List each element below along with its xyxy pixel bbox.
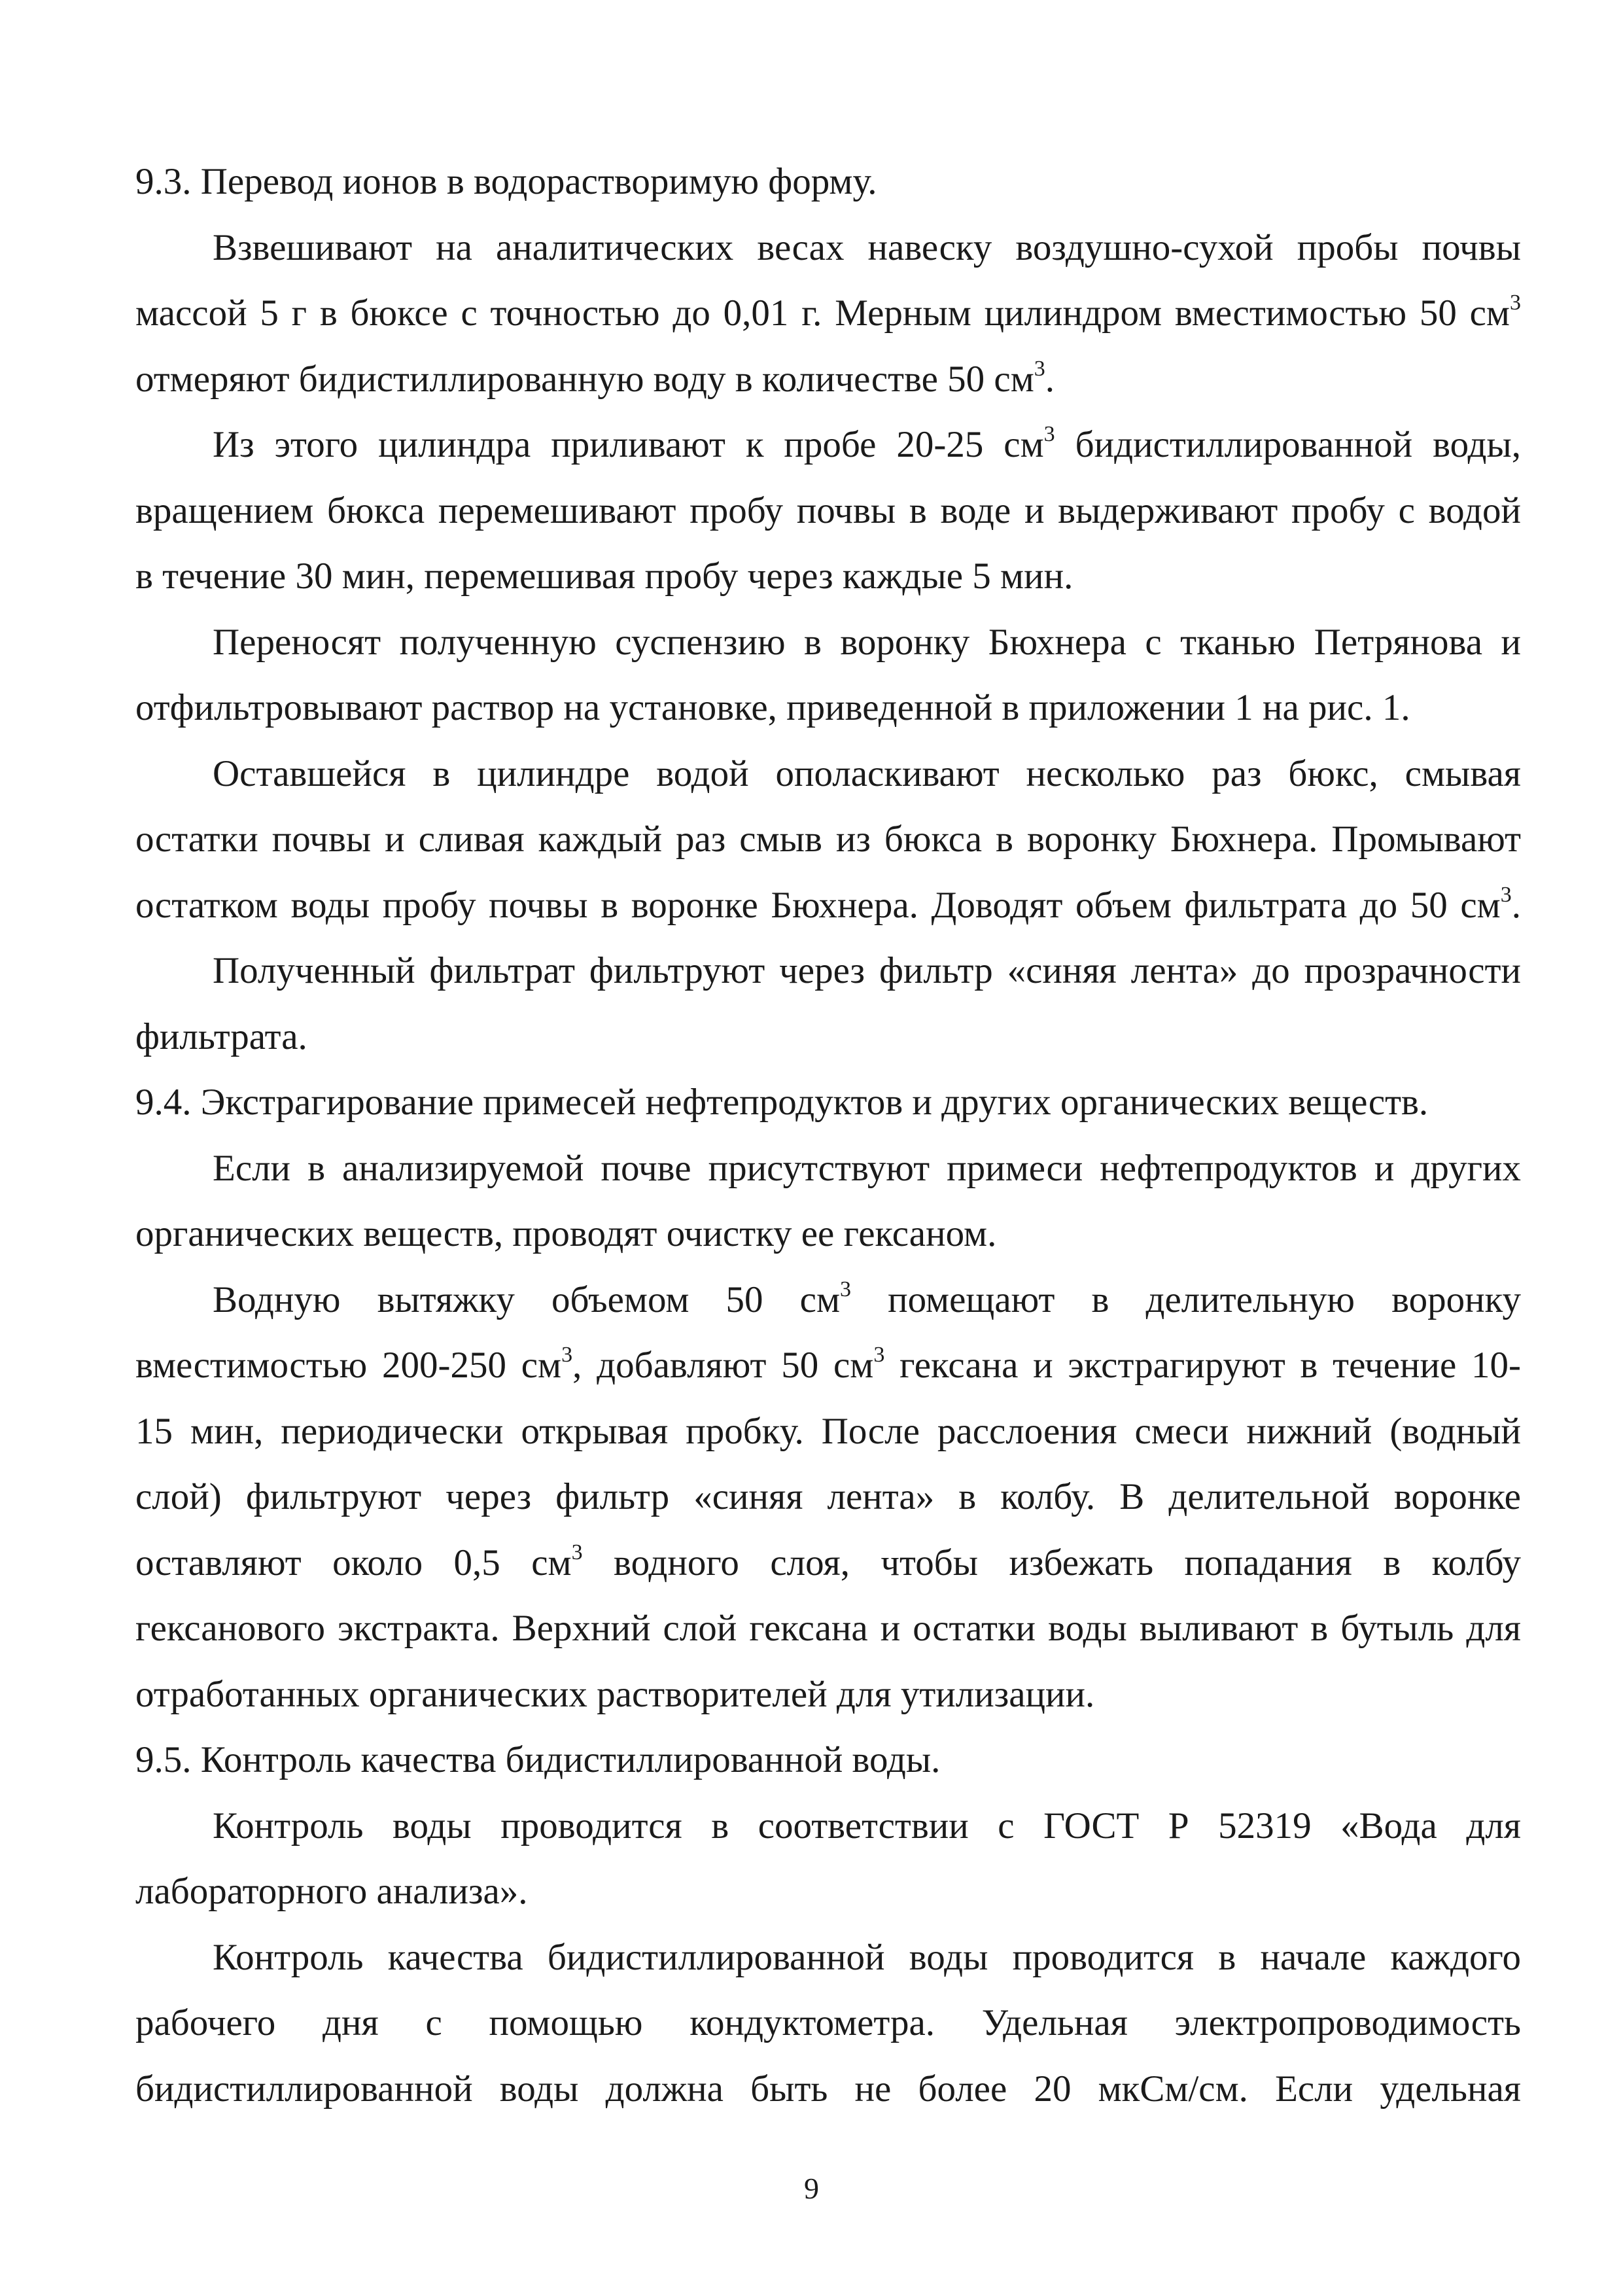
line-text: гексана и экстрагируют в течение 10- bbox=[884, 1345, 1521, 1386]
line-text: . bbox=[1045, 358, 1055, 400]
line-text: отфильтровывают раствор на установке, приведенной в приложении 1 на рис. 1. bbox=[135, 687, 1410, 728]
line-text: бидистиллированной воды, bbox=[1055, 424, 1521, 465]
text-line bbox=[135, 1530, 1521, 1597]
line-text: органических веществ, проводят очистку ее гексаном. bbox=[135, 1213, 997, 1254]
line-text: Если в анализируемой почве присутствуют примеси нефтепродуктов и других bbox=[213, 1147, 1521, 1189]
text-line bbox=[135, 347, 1521, 413]
line-text: 15 мин, периодически открывая пробку. После расслоения смеси нижний (водный bbox=[135, 1410, 1521, 1452]
line-text: Водную вытяжку объемом 50 см bbox=[213, 1279, 841, 1320]
superscript: 3 bbox=[1043, 422, 1055, 446]
superscript: 3 bbox=[1500, 882, 1512, 907]
section-heading bbox=[135, 1727, 1521, 1793]
text-line bbox=[135, 1662, 1521, 1728]
text-line bbox=[135, 1004, 1521, 1070]
line-text: вращением бюкса перемешивают пробу почвы в воде и выдерживают пробу с водой bbox=[135, 489, 1521, 531]
document-body bbox=[135, 149, 1521, 2122]
line-text: остатки почвы и сливая каждый раз смыв из бюкса в воронку Бюхнера. Промывают bbox=[135, 819, 1521, 860]
page-number: 9 bbox=[804, 2172, 819, 2205]
superscript: 3 bbox=[561, 1343, 573, 1367]
text-line bbox=[135, 741, 1521, 807]
line-text: оставляют около 0,5 см bbox=[135, 1542, 572, 1583]
line-text: бидистиллированной воды должна быть не более 20 мкСм/см. Если удельная bbox=[135, 2068, 1521, 2110]
text-line bbox=[135, 1596, 1521, 1662]
text-line bbox=[135, 1267, 1521, 1333]
line-text: Оставшейся в цилиндре водой ополаскивают несколько раз бюкс, смывая bbox=[213, 752, 1521, 794]
line-text: слой) фильтруют через фильтр «синяя лента» в колбу. В делительной воронке bbox=[135, 1476, 1521, 1517]
line-text: в течение 30 мин, перемешивая пробу через каждые 5 мин. bbox=[135, 556, 1073, 597]
superscript: 3 bbox=[571, 1540, 583, 1564]
superscript: 3 bbox=[1034, 356, 1045, 381]
line-text: , добавляют 50 см bbox=[572, 1345, 874, 1386]
text-line bbox=[135, 1990, 1521, 2057]
line-text: вместимостью 200-250 см bbox=[135, 1345, 562, 1386]
line-text: 9.4. Экстрагирование примесей нефтепродуктов и других органических веществ. bbox=[135, 1082, 1429, 1123]
text-line bbox=[135, 1793, 1521, 1860]
line-text: гексанового экстракта. Верхний слой гексана и остатки воды выливают в бутыль для bbox=[135, 1608, 1521, 1649]
text-line bbox=[135, 281, 1521, 347]
line-text: остатком воды пробу почвы в воронке Бюхнера. Доводят объем фильтрата до 50 см bbox=[135, 884, 1501, 926]
text-line bbox=[135, 938, 1521, 1004]
line-text: помещают в делительную воронку bbox=[851, 1279, 1521, 1320]
line-text: . bbox=[1511, 884, 1521, 926]
line-text: отмеряют бидистиллированную воду в количестве 50 см bbox=[135, 358, 1034, 400]
line-text: Переносят полученную суспензию в воронку Бюхнера с тканью Петрянова и bbox=[213, 621, 1521, 663]
text-line bbox=[135, 1136, 1521, 1202]
text-line bbox=[135, 1399, 1521, 1465]
text-line bbox=[135, 544, 1521, 610]
text-line bbox=[135, 2057, 1521, 2123]
text-line bbox=[135, 478, 1521, 544]
line-text: рабочего дня с помощью кондуктометра. Удельная электропроводимость bbox=[135, 2002, 1521, 2043]
line-text: Полученный фильтрат фильтруют через фильтр «синяя лента» до прозрачности bbox=[213, 950, 1521, 991]
section-heading bbox=[135, 149, 1521, 215]
text-line bbox=[135, 1925, 1521, 1991]
line-text: лабораторного анализа». bbox=[135, 1871, 528, 1912]
text-line bbox=[135, 412, 1521, 478]
line-text: водного слоя, чтобы избежать попадания в колбу bbox=[582, 1542, 1521, 1583]
line-text: Из этого цилиндра приливают к пробе 20-25 см bbox=[213, 424, 1044, 465]
line-text: массой 5 г в бюксе с точностью до 0,01 г. Мерным цилиндром вместимостью 50 см bbox=[135, 292, 1510, 334]
line-text: отработанных органических растворителей для утилизации. bbox=[135, 1673, 1095, 1715]
line-text: Контроль качества бидистиллированной воды проводится в начале каждого bbox=[213, 1936, 1521, 1978]
line-text: 9.3. Перевод ионов в водорастворимую форму. bbox=[135, 161, 877, 202]
text-line bbox=[135, 675, 1521, 741]
line-text: Контроль воды проводится в соответствии с ГОСТ Р 52319 «Вода для bbox=[213, 1805, 1521, 1846]
line-text: фильтрата. bbox=[135, 1016, 307, 1057]
text-line bbox=[135, 873, 1521, 939]
superscript: 3 bbox=[840, 1277, 852, 1301]
text-line bbox=[135, 215, 1521, 281]
text-line bbox=[135, 1859, 1521, 1925]
superscript: 3 bbox=[873, 1343, 885, 1367]
text-line bbox=[135, 610, 1521, 676]
line-text: 9.5. Контроль качества бидистиллированной воды. bbox=[135, 1739, 941, 1780]
text-line bbox=[135, 1201, 1521, 1267]
text-line bbox=[135, 807, 1521, 873]
section-heading bbox=[135, 1070, 1521, 1136]
superscript: 3 bbox=[1510, 291, 1521, 315]
text-line bbox=[135, 1333, 1521, 1399]
line-text: Взвешивают на аналитических весах навеску воздушно-сухой пробы почвы bbox=[213, 226, 1521, 268]
text-line bbox=[135, 1464, 1521, 1530]
